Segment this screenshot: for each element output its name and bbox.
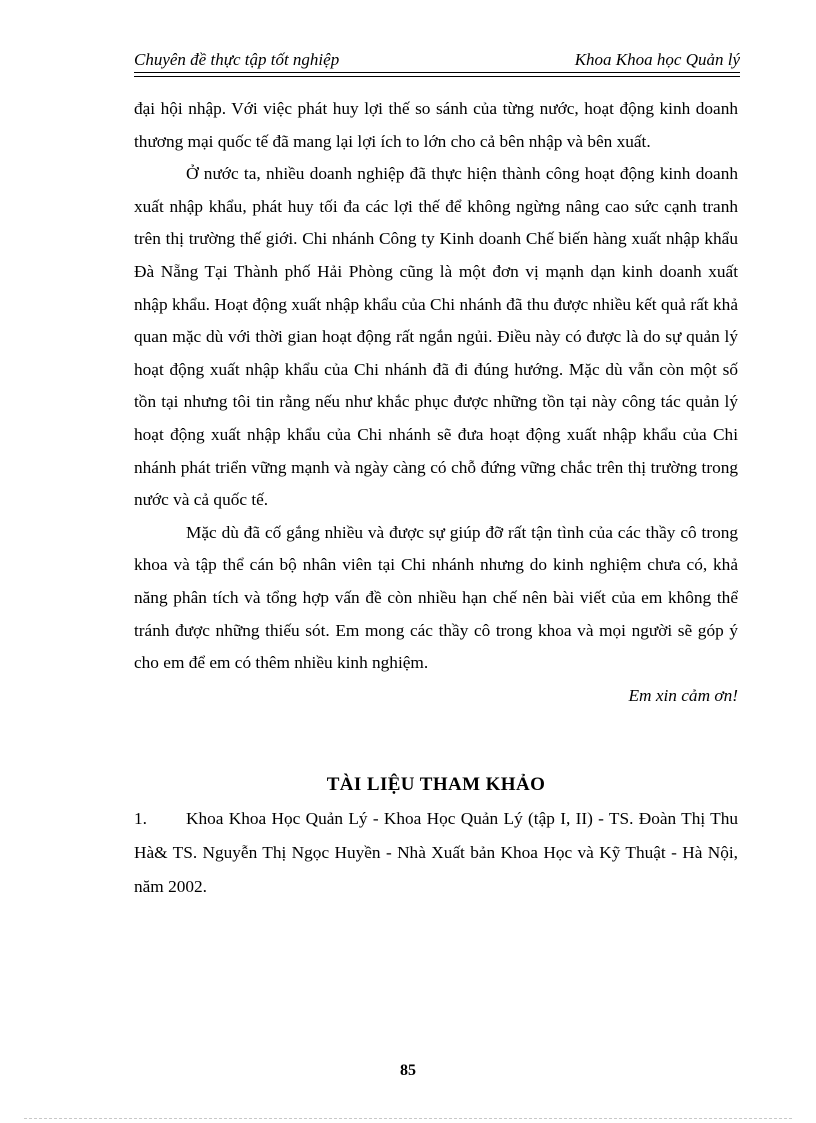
body-paragraph-1: đại hội nhập. Với việc phát huy lợi thế so sánh của từng nước, hoạt động kinh doanh thương mại quốc tế đã mang lại lợi ích to lớn cho cả bên nhập và bên xuất. (134, 99, 738, 151)
header-document-title: Chuyên đề thực tập tốt nghiệp (134, 50, 340, 69)
page-header (134, 48, 740, 74)
body-paragraph-2: Ở nước ta, nhiều doanh nghiệp đã thực hiện thành công hoạt động kinh doanh xuất nhập khẩu, phát huy tối đa các lợi thế để không ngừng nâng cao sức cạnh tranh trên thị trường thế giới. Chi nhánh Công ty Kinh doanh Chế biến hàng xuất nhập khẩu Đà Nẵng Tại Thành phố Hải Phòng cũng là một đơn vị mạnh dạn kinh doanh xuất nhập khẩu. Hoạt động xuất nhập khẩu của Chi nhánh đã thu được nhiều kết quả rất khả quan mặc dù với thời gian hoạt động rất ngắn ngủi. Điều này có được là do sự quản lý hoạt động xuất nhập khẩu của Chi nhánh đã đi đúng hướng. Mặc dù vẫn còn một số tồn tại nhưng tôi tin rằng nếu như khắc phục được những tồn tại này công tác quản lý hoạt động xuất nhập khẩu của Chi nhánh sẽ đưa hoạt động xuất nhập khẩu của Chi nhánh phát triển vững mạnh và ngày càng có chỗ đứng vững chắc trên thị trường trong nước và cả quốc tế. (134, 164, 738, 510)
references-heading: TÀI LIỆU THAM KHẢO (326, 774, 546, 796)
body-paragraph-3: Mặc dù đã cố gắng nhiều và được sự giúp đỡ rất tận tình của các thầy cô trong khoa và tập thể cán bộ nhân viên tại Chi nhánh nhưng do kinh nghiệm chưa có, khả năng phân tích và tổng hợp vấn đề còn nhiều hạn chế nên bài viết của em không thể tránh được những thiếu sót. Em mong các thầy cô trong khoa và mọi người sẽ góp ý cho em để em có thêm nhiều kinh nghiệm. (134, 522, 738, 673)
page-number: 85 (400, 1062, 416, 1079)
reference-number: 1. (134, 809, 147, 829)
header-divider (134, 72, 740, 77)
reference-text: Khoa Khoa Học Quản Lý - Khoa Học Quản Lý (tập I, II) - TS. Đoàn Thị Thu Hà& TS. Nguyễn Thị Ngọc Huyền - Nhà Xuất bản Khoa Học và Kỹ Thuật - Hà Nội, năm 2002. (134, 809, 738, 897)
reference-item (134, 802, 738, 904)
page-edge-divider (24, 1118, 792, 1119)
page-body (134, 93, 738, 904)
closing-thanks: Em xin cảm ơn! (628, 685, 738, 705)
header-faculty-name: Khoa Khoa học Quản lý (574, 50, 740, 69)
